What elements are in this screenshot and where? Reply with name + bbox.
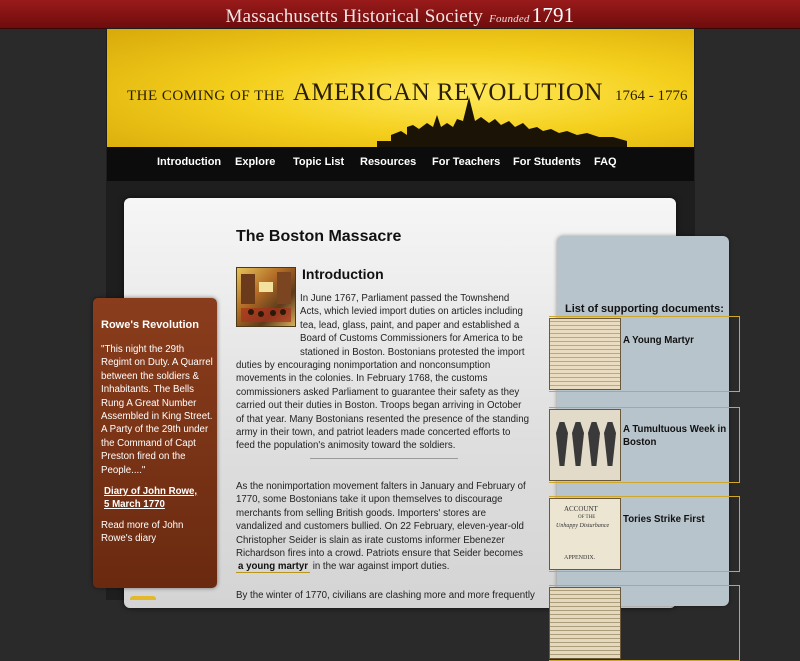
rowe-read-more-link[interactable]: Read more of John Rowe's diary: [101, 520, 184, 545]
rowe-quote: "This night the 29th Regimt on Duty. A Quarrel between the soldiers & Inhabitants. The Bells Rung A Great Number Assembled in King Street. A Party of the 29th under the Command of Capt Preston fired on the People....": [101, 344, 213, 476]
site-header: [0, 0, 800, 29]
thumb-text-of-the: OF THE: [578, 515, 596, 520]
doc-label: Tories Strike First: [623, 514, 705, 525]
doc-label: A Young Martyr: [623, 335, 694, 346]
pamphlet-thumbnail-icon: [549, 498, 621, 570]
banner-years: 1764 - 1776: [614, 88, 688, 104]
nav-explore[interactable]: Explore: [235, 156, 276, 168]
doc-label: A Tumultuous Week in Boston: [623, 424, 727, 449]
brand-year: 1791: [531, 3, 575, 27]
nav-introduction[interactable]: Introduction: [157, 156, 222, 168]
coffins-broadside-icon: [549, 409, 621, 481]
banner-title-prefix: THE COMING OF THE: [127, 88, 285, 104]
intro-heading: Introduction: [302, 266, 384, 282]
young-martyr-link[interactable]: a young martyr: [238, 561, 308, 573]
brand-name: Massachusetts Historical Society: [225, 6, 484, 27]
doc-item-tumultuous-week[interactable]: [549, 407, 740, 483]
site-brand[interactable]: [226, 3, 575, 28]
page-title: The Boston Massacre: [236, 228, 402, 245]
nav-for-students[interactable]: For Students: [513, 156, 581, 168]
para2-text-before: As the nonimportation movement falters in January and February of 1770, some Bostonians take it upon themselves to discourage merchants from selling British goods. Importers' stores are vandalized and customers bullied. On 22 February, eleven-year-old Christopher Seider is slain as irate customs informer Ebenezer Richardson fires into a crowd. Patriots ensure that Seider becomes: [236, 481, 526, 560]
nav-for-teachers[interactable]: For Teachers: [432, 156, 501, 168]
thumb-text-appendix: APPENDIX.: [564, 555, 596, 561]
rowe-title: Rowe's Revolution: [101, 319, 199, 331]
intro-paragraph: [236, 292, 530, 453]
thumb-text-disturbance: Unhappy Disturbance: [556, 523, 610, 529]
nav-faq[interactable]: FAQ: [594, 156, 617, 168]
nav-topic-list[interactable]: Topic List: [293, 156, 345, 168]
nonimportation-paragraph: [236, 480, 530, 574]
intro-text: In June 1767, Parliament passed the Townshend Acts, which levied import duties on articles including tea, lead, glass, paint, and paper and established a Board of Customs Commissioners for America to be stationed in Boston. Bostonians protested the import duties by encouraging nonimportation and nonconsumption movements in the colonies. In February 1768, the customs commissioners asked Parliament to guarantee their safety as they carried out their duties in Boston. Troops began arriving in October of that year. Many Bostonians resented the presence of the standing army in their town, and patriot leaders made concerted efforts to feed the population's animosity toward the soldiers.: [236, 293, 529, 452]
doc-item-tories-strike-first[interactable]: [549, 496, 740, 572]
newspaper-thumbnail-icon: [549, 587, 621, 659]
doc-item-young-martyr[interactable]: [549, 316, 740, 392]
para2-text-after: in the war against import duties.: [312, 561, 450, 573]
skyline-silhouette-icon: [377, 97, 627, 147]
doc-item-next[interactable]: [549, 585, 740, 661]
rowe-diary-link-line1: Diary of John Rowe,: [104, 486, 198, 497]
newspaper-thumbnail-icon: [549, 318, 621, 390]
rowes-revolution-box: [93, 298, 217, 588]
brand-founded: Founded: [489, 13, 530, 25]
rowe-diary-link[interactable]: [104, 485, 214, 512]
thumb-text-account: ACCOUNT: [564, 505, 598, 513]
winter-paragraph: By the winter of 1770, civilians are clashing more and more frequently: [236, 590, 535, 601]
sidebar-tab[interactable]: [130, 596, 156, 600]
nav-resources[interactable]: Resources: [360, 156, 417, 168]
main-nav: [107, 147, 694, 181]
section-divider: [310, 458, 458, 459]
hero-banner: [107, 29, 694, 147]
rowe-diary-link-line2: 5 March 1770: [104, 499, 165, 511]
banner-title-main: AMERICAN REVOLUTION: [292, 79, 603, 106]
supporting-documents-title: List of supporting documents:: [565, 303, 724, 315]
